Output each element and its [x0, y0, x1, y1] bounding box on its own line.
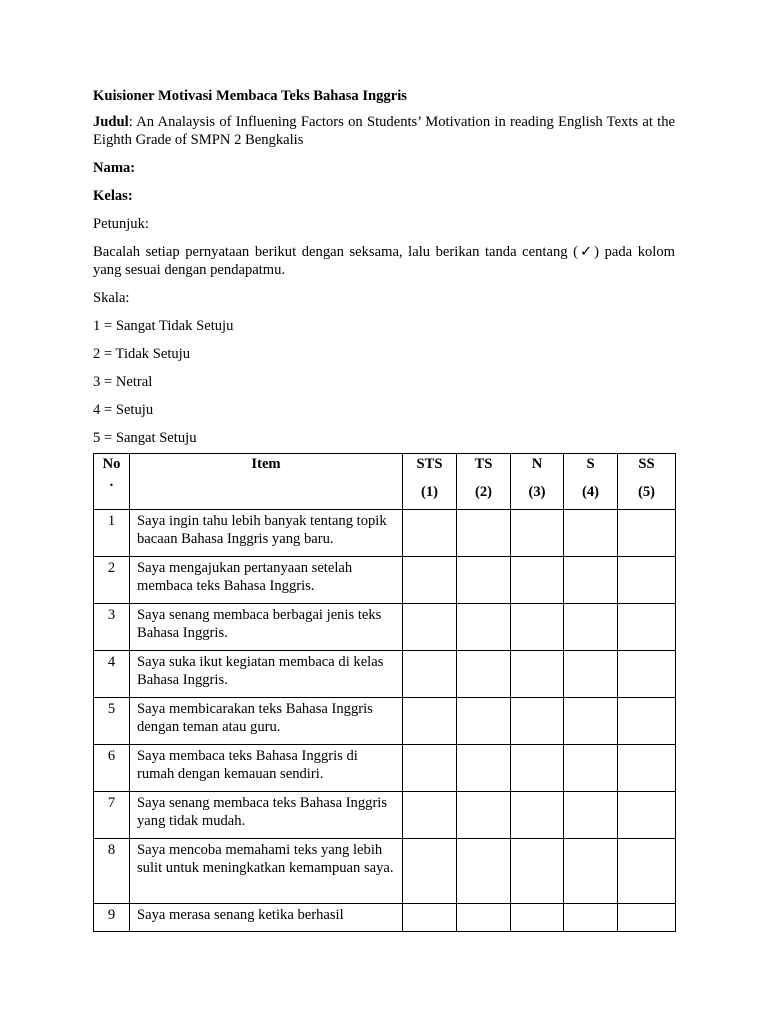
scale-item-1: 1 = Sangat Tidak Setuju	[93, 318, 234, 334]
header-ss-num: (5)	[637, 484, 656, 500]
skala-label: Skala:	[93, 290, 130, 306]
response-cell-s[interactable]	[564, 604, 618, 651]
response-cell-ss[interactable]	[618, 698, 676, 745]
scale-item-3: 3 = Netral	[93, 374, 153, 390]
response-cell-ss[interactable]	[618, 792, 676, 839]
table-row	[94, 604, 676, 651]
header-sts-num: (1)	[420, 484, 439, 500]
judul-paragraph	[93, 113, 675, 149]
response-cell-s[interactable]	[564, 651, 618, 698]
row-number: 3	[94, 604, 130, 651]
response-cell-n[interactable]	[511, 698, 564, 745]
page-title: Kuisioner Motivasi Membaca Teks Bahasa Inggris	[93, 88, 407, 104]
header-sts-abbr: STS	[416, 456, 443, 472]
row-item-text: Saya senang membaca teks Bahasa Inggris yang tidak mudah.	[130, 792, 403, 839]
response-cell-ss[interactable]	[618, 557, 676, 604]
response-cell-sts[interactable]	[403, 557, 457, 604]
response-cell-sts[interactable]	[403, 510, 457, 557]
header-n-abbr: N	[531, 456, 543, 472]
scale-item-5: 5 = Sangat Setuju	[93, 430, 197, 446]
response-cell-s[interactable]	[564, 510, 618, 557]
petunjuk-label: Petunjuk:	[93, 216, 149, 232]
response-cell-ss[interactable]	[618, 745, 676, 792]
row-number: 1	[94, 510, 130, 557]
row-item-text: Saya mencoba memahami teks yang lebih sulit untuk meningkatkan kemampuan saya.	[130, 839, 403, 904]
row-number: 9	[94, 904, 130, 932]
response-cell-ts[interactable]	[457, 904, 511, 932]
table-row	[94, 557, 676, 604]
response-cell-ts[interactable]	[457, 604, 511, 651]
table-row	[94, 651, 676, 698]
response-cell-ts[interactable]	[457, 792, 511, 839]
header-ts	[457, 454, 511, 510]
table-row	[94, 698, 676, 745]
response-cell-s[interactable]	[564, 745, 618, 792]
header-no-line1: No	[102, 456, 121, 472]
response-cell-ts[interactable]	[457, 510, 511, 557]
row-item-text: Saya ingin tahu lebih banyak tentang topik bacaan Bahasa Inggris yang baru.	[130, 510, 403, 557]
response-cell-ss[interactable]	[618, 604, 676, 651]
response-cell-ts[interactable]	[457, 651, 511, 698]
response-cell-s[interactable]	[564, 698, 618, 745]
response-cell-s[interactable]	[564, 792, 618, 839]
table-row	[94, 745, 676, 792]
scale-item-2: 2 = Tidak Setuju	[93, 346, 191, 362]
questionnaire-page	[93, 86, 675, 932]
table-row	[94, 839, 676, 904]
row-item-text: Saya merasa senang ketika berhasil	[130, 904, 403, 932]
header-ss-abbr: SS	[638, 456, 655, 472]
response-cell-n[interactable]	[511, 651, 564, 698]
response-cell-n[interactable]	[511, 839, 564, 904]
scale-item-4: 4 = Setuju	[93, 402, 154, 418]
response-cell-n[interactable]	[511, 604, 564, 651]
nama-field-label: Nama:	[93, 160, 136, 176]
response-cell-ts[interactable]	[457, 557, 511, 604]
table-row	[94, 792, 676, 839]
response-cell-ss[interactable]	[618, 904, 676, 932]
response-cell-ts[interactable]	[457, 839, 511, 904]
response-cell-n[interactable]	[511, 904, 564, 932]
response-cell-sts[interactable]	[403, 792, 457, 839]
response-cell-ss[interactable]	[618, 651, 676, 698]
row-item-text: Saya membicarakan teks Bahasa Inggris dengan teman atau guru.	[130, 698, 403, 745]
row-number: 6	[94, 745, 130, 792]
response-cell-sts[interactable]	[403, 745, 457, 792]
header-no-line2: .	[109, 474, 114, 490]
row-number: 5	[94, 698, 130, 745]
header-n	[511, 454, 564, 510]
response-cell-n[interactable]	[511, 557, 564, 604]
response-cell-s[interactable]	[564, 839, 618, 904]
row-item-text: Saya senang membaca berbagai jenis teks Bahasa Inggris.	[130, 604, 403, 651]
response-cell-n[interactable]	[511, 745, 564, 792]
row-item-text: Saya mengajukan pertanyaan setelah membaca teks Bahasa Inggris.	[130, 557, 403, 604]
judul-label: Judul	[93, 114, 129, 130]
response-cell-s[interactable]	[564, 904, 618, 932]
response-cell-ts[interactable]	[457, 698, 511, 745]
table-row	[94, 510, 676, 557]
header-ss	[618, 454, 676, 510]
response-cell-sts[interactable]	[403, 651, 457, 698]
judul-text: : An Analaysis of Influening Factors on Students’ Motivation in reading English Texts at the Eighth Grade of SMPN 2 Bengkalis	[93, 114, 675, 148]
response-cell-s[interactable]	[564, 557, 618, 604]
response-cell-sts[interactable]	[403, 904, 457, 932]
response-cell-sts[interactable]	[403, 604, 457, 651]
header-no	[94, 454, 130, 510]
row-number: 7	[94, 792, 130, 839]
questionnaire-table	[93, 453, 676, 932]
header-ts-abbr: TS	[474, 456, 493, 472]
header-n-num: (3)	[528, 484, 546, 500]
row-item-text: Saya suka ikut kegiatan membaca di kelas Bahasa Inggris.	[130, 651, 403, 698]
table-row	[94, 904, 676, 932]
response-cell-ss[interactable]	[618, 839, 676, 904]
instruction-text: Bacalah setiap pernyataan berikut dengan seksama, lalu berikan tanda centang (✓) pada kolom yang sesuai dengan pendapatmu.	[93, 244, 675, 278]
row-number: 4	[94, 651, 130, 698]
table-header-row	[94, 454, 676, 510]
header-sts	[403, 454, 457, 510]
header-s-num: (4)	[581, 484, 600, 500]
kelas-field-label: Kelas:	[93, 188, 133, 204]
row-item-text: Saya membaca teks Bahasa Inggris di rumah dengan kemauan sendiri.	[130, 745, 403, 792]
row-number: 2	[94, 557, 130, 604]
row-number: 8	[94, 839, 130, 904]
response-cell-n[interactable]	[511, 510, 564, 557]
header-ts-num: (2)	[474, 484, 493, 500]
header-s	[564, 454, 618, 510]
response-cell-ts[interactable]	[457, 745, 511, 792]
header-s-abbr: S	[586, 456, 595, 472]
response-cell-n[interactable]	[511, 792, 564, 839]
header-item: Item	[130, 454, 403, 510]
response-cell-sts[interactable]	[403, 839, 457, 904]
response-cell-ss[interactable]	[618, 510, 676, 557]
response-cell-sts[interactable]	[403, 698, 457, 745]
